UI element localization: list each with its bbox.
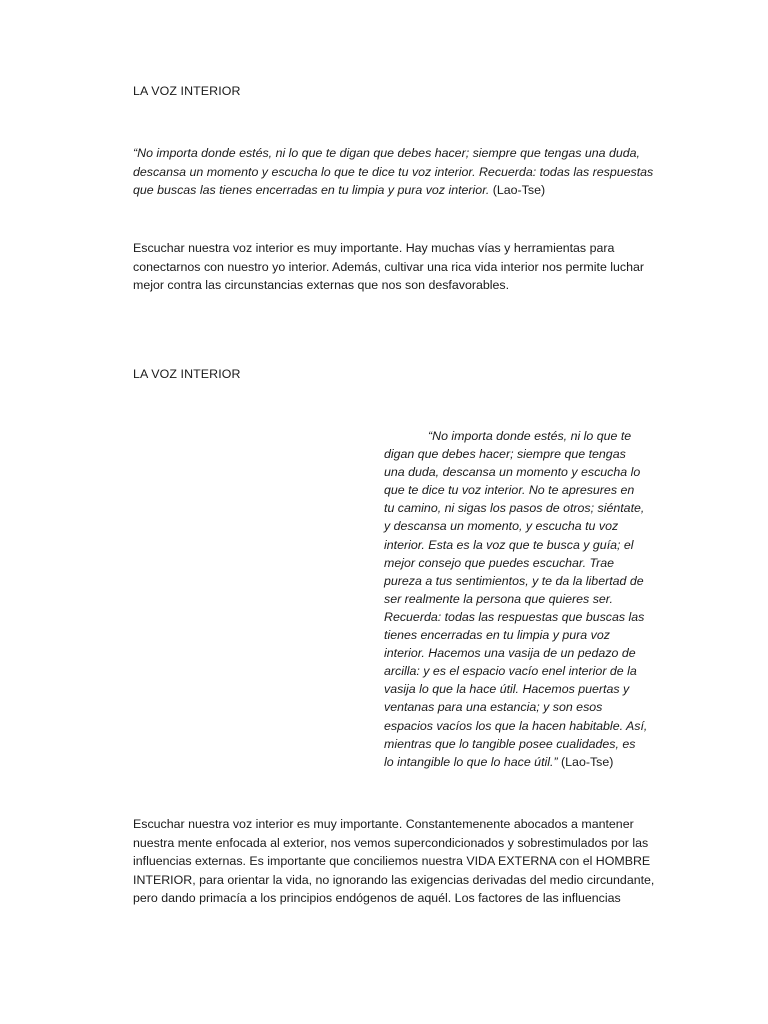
quote2-line-18: mientras que lo tangible posee cualidades, es [384, 736, 636, 751]
paragraph-body [133, 815, 655, 908]
quote2-line-16: ventanas para una estancia; y son esos [384, 700, 603, 715]
quote2-line-6: y descansa un momento, y escucha tu voz [384, 519, 619, 534]
quote2-line-2: digan que debes hacer; siempre que tengas [384, 447, 626, 462]
para2-line-3: influencias externas. Es importante que conciliemos nuestra VIDA EXTERNA con el HOMBRE [133, 854, 651, 868]
quote2-line-5: tu camino, ni sigas los pasos de otros; siéntate, [384, 501, 645, 516]
quote2-line-12: tienes encerradas en tu limpia y pura voz [384, 628, 610, 643]
para2-line-2: nuestra mente enfocada al exterior, nos vemos supercondicionados y sobrestimulados por las [133, 835, 649, 850]
quote1-attribution: (Lao-Tse) [489, 183, 546, 197]
quote1-line-2: descansa un momento y escucha lo que te dice tu voz interior. Recuerda: todas las respuestas [133, 164, 654, 179]
heading-title-2: LA VOZ INTERIOR [133, 367, 241, 381]
quote-lao-tse-long [384, 427, 648, 771]
quote2-line-11: Recuerda: todas las respuestas que buscas las [384, 609, 645, 624]
quote2-line-10: ser realmente la persona que quieres ser. [384, 591, 613, 606]
heading-title-1: LA VOZ INTERIOR [133, 84, 241, 98]
quote1-line-1: “No importa donde estés, ni lo que te digan que debes hacer; siempre que tengas una duda, [133, 146, 640, 160]
para2-line-4: INTERIOR, para orientar la vida, no ignorando las exigencias derivadas del medio circundante, [133, 872, 655, 887]
quote-lao-tse-short [133, 144, 654, 200]
quote2-attribution: (Lao-Tse) [557, 754, 614, 769]
quote2-line-3: una duda, descansa un momento y escucha lo [384, 465, 641, 480]
quote2-line-9: pureza a tus sentimientos, y te da la libertad de [384, 573, 644, 588]
para1-line-1: Escuchar nuestra voz interior es muy importante. Hay muchas vías y herramientas para [133, 241, 615, 255]
quote2-line-4: que te dice tu voz interior. No te apresures en [384, 483, 635, 498]
paragraph-intro [133, 239, 643, 295]
quote2-line-17: espacios vacíos los que la hacen habitable. Así, [384, 718, 648, 733]
quote2-line-15: vasija lo que la hace útil. Hacemos puertas y [384, 682, 630, 697]
para1-line-2: conectarnos con nuestro yo interior. Además, cultivar una rica vida interior nos permite luchar [133, 259, 645, 274]
quote2-line-14: arcilla: y es el espacio vacío enel interior de la [384, 664, 637, 679]
quote2-line-13: interior. Hacemos una vasija de un pedazo de [384, 646, 636, 661]
quote2-line-19: lo intangible lo que lo hace útil.” [384, 754, 558, 769]
quote2-line-1: “No importa donde estés, ni lo que te [428, 429, 632, 443]
para1-line-3: mejor contra las circunstancias externas que nos son desfavorables. [133, 278, 510, 292]
quote2-line-7: interior. Esta es la voz que te busca y guía; el [384, 537, 634, 552]
quote2-line-8: mejor consejo que puedes escuchar. Trae [384, 555, 615, 570]
para2-line-1: Escuchar nuestra voz interior es muy importante. Constantemenente abocados a mantener [133, 817, 634, 831]
quote1-line-3: que buscas las tienes encerradas en tu limpia y pura voz interior. [133, 183, 490, 197]
para2-line-5: pero dando primacía a los principios endógenos de aquél. Los factores de las influencias [133, 891, 621, 905]
